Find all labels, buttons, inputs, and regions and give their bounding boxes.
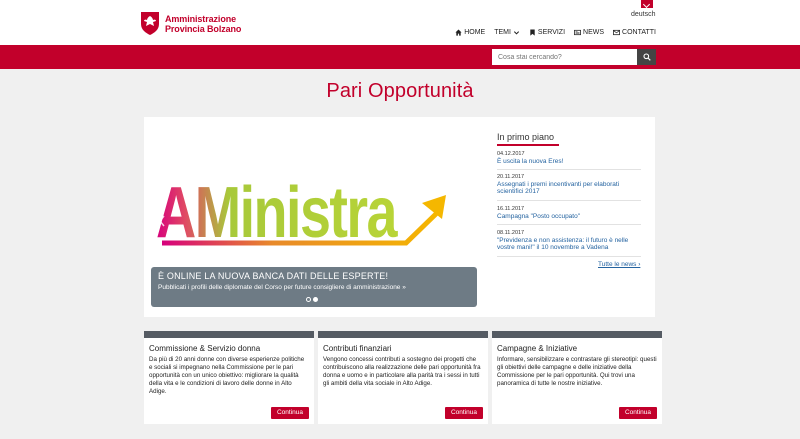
card-commissione <box>144 331 314 424</box>
continua-button[interactable]: Continua <box>619 407 657 419</box>
language-link[interactable]: deutsch <box>631 11 656 18</box>
card-text: Da più di 20 anni donne con diverse esperienze politiche e sociali si impegnano nella Commissione per le pari opportunità con un unico obiettivo: migliorare la qualità della vita e le condizioni di lavoro delle donne in Alto Adige. <box>149 356 305 395</box>
card-campagne <box>492 331 662 424</box>
news-date: 04.12.2017 <box>497 151 525 157</box>
nav-home-label: HOME <box>464 29 486 36</box>
news-link[interactable]: "Previdenza e non assistenza: il futuro è nelle vostre mani!" il 10 novembre a Vadena <box>497 237 629 251</box>
eagle-shield-icon <box>140 11 160 36</box>
card-title: Campagne & Iniziative <box>497 344 578 353</box>
newspaper-icon <box>574 29 581 36</box>
search-input[interactable] <box>492 49 637 65</box>
slider-dots <box>306 297 318 302</box>
featured-panel <box>144 117 655 317</box>
nav-home[interactable] <box>455 29 485 36</box>
nav-servizi-label: SERVIZI <box>537 29 566 36</box>
news-link[interactable]: È uscita la nuova Eres! <box>497 158 564 165</box>
news-item[interactable] <box>497 174 641 201</box>
card-text: Informare, sensibilizzare e contrastare gli stereotipi: questi gli obiettivi delle campagne e delle iniziative della Commissione per le pari opportunità. Qui trovi una panoramica di tutte le nostre iniziative. <box>497 356 657 387</box>
news-date: 20.11.2017 <box>497 174 525 180</box>
nav-news-label: NEWS <box>583 29 605 36</box>
card-title: Commissione & Servizio donna <box>149 344 261 353</box>
envelope-icon <box>613 29 620 36</box>
news-item[interactable] <box>497 206 641 225</box>
slider-prev-icon[interactable] <box>158 215 166 227</box>
site-logo[interactable] <box>140 11 241 36</box>
search-bar-strip <box>0 45 800 69</box>
aministra-logo <box>154 159 482 279</box>
slider-next-icon[interactable] <box>458 215 466 227</box>
news-link[interactable]: Campagna "Posto occupato" <box>497 213 581 220</box>
bookmark-icon <box>529 29 536 36</box>
slider-dot[interactable] <box>306 297 311 302</box>
news-link[interactable]: Assegnati i premi incentivanti per elaborati scientifici 2017 <box>497 181 620 195</box>
card-contributi <box>318 331 488 424</box>
nav-temi[interactable] <box>494 29 520 36</box>
search-icon <box>643 53 651 61</box>
continua-button[interactable]: Continua <box>445 407 483 419</box>
language-toggle[interactable] <box>641 0 653 8</box>
nav-news[interactable] <box>574 29 604 36</box>
logo-line-2: Provincia Bolzano <box>165 23 242 34</box>
slide-caption-title: È ONLINE LA NUOVA BANCA DATI DELLE ESPERTE! <box>158 271 389 281</box>
logo-text: AMinistra <box>156 173 399 253</box>
search-form <box>492 49 656 65</box>
slide-caption-text: Pubblicati i profili delle diplomate del Corso per future consigliere di amministrazione » <box>158 284 406 291</box>
page-title: Pari Opportunità <box>326 80 474 102</box>
card-top-bar <box>492 331 662 338</box>
header <box>0 0 800 45</box>
chevron-down-icon <box>513 29 520 36</box>
news-date: 08.11.2017 <box>497 230 525 236</box>
card-text: Vengono concessi contributi a sostegno dei progetti che contribuiscono alla realizzazione delle pari opportunità fra donna e uomo e in particolare alla parità tra i sessi in tutti gli ambiti della vita sociale in Alto Adige. <box>323 356 481 387</box>
nav-contatti-label: CONTATTI <box>622 29 656 36</box>
search-button[interactable] <box>637 49 656 65</box>
all-news-link[interactable]: Tutte le news › <box>598 261 641 268</box>
nav-servizi[interactable] <box>529 29 565 36</box>
home-icon <box>455 29 462 36</box>
logo-line-1: Amministrazione <box>165 13 237 24</box>
news-sidebar <box>497 117 641 317</box>
card-top-bar <box>144 331 314 338</box>
image-slider[interactable] <box>144 117 484 317</box>
nav-temi-label: TEMI <box>494 29 511 36</box>
card-top-bar <box>318 331 488 338</box>
news-heading-underline <box>497 144 559 146</box>
news-heading: In primo piano <box>497 132 555 142</box>
news-item[interactable] <box>497 151 641 170</box>
news-date: 16.11.2017 <box>497 206 525 212</box>
nav-contatti[interactable] <box>613 29 656 36</box>
news-item[interactable] <box>497 230 641 257</box>
continua-button[interactable]: Continua <box>271 407 309 419</box>
slider-dot-active[interactable] <box>313 297 318 302</box>
top-navigation <box>455 29 656 36</box>
card-title: Contributi finanziari <box>323 344 392 353</box>
